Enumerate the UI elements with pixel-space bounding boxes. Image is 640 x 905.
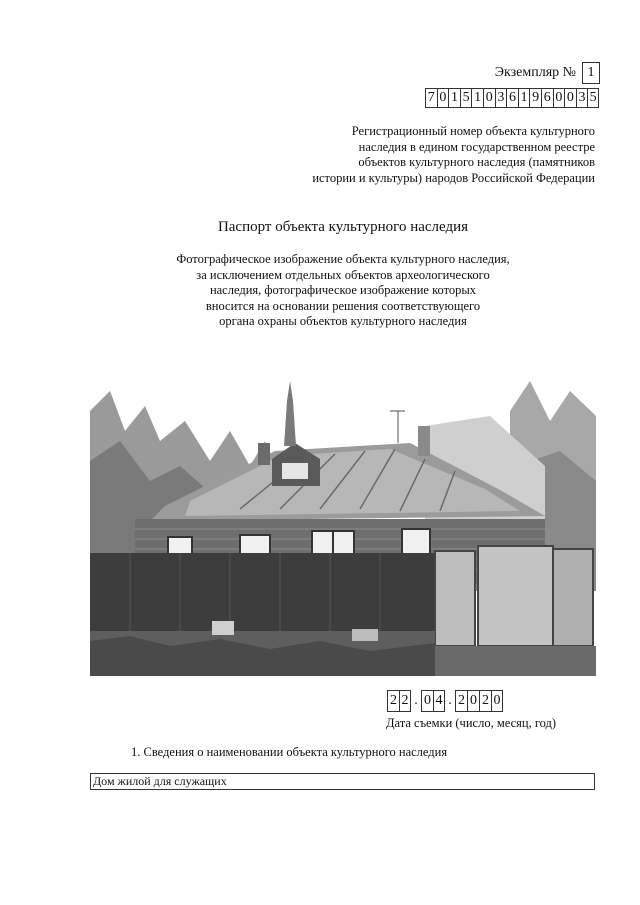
photo-date: [387, 690, 503, 712]
page-title: Паспорт объекта культурного наследия: [217, 219, 469, 235]
date-digit: 2: [387, 690, 399, 712]
reg-note-line: истории и культуры) народов Российской Федерации: [312, 170, 595, 185]
reg-note-line: объектов культурного наследия (памятников: [358, 155, 595, 169]
reg-digit: 1: [448, 88, 460, 108]
copy-number-row: [0, 62, 600, 84]
date-digit: 4: [433, 690, 445, 712]
reg-digit: 5: [587, 88, 599, 108]
date-separator: .: [448, 693, 452, 708]
reg-digit: 0: [564, 88, 576, 108]
date-month: [421, 690, 445, 712]
reg-digit: 6: [506, 88, 518, 108]
reg-note-line: наследия в едином государственном реестре: [358, 139, 595, 154]
reg-digit: 0: [437, 88, 449, 108]
subtitle-line: органа охраны объектов культурного наследия: [219, 314, 467, 328]
subtitle-line: вносится на основании решения соответствующего: [205, 298, 481, 313]
reg-digit: 7: [425, 88, 437, 108]
date-digit: 0: [467, 690, 479, 712]
copy-number-box: 1: [582, 62, 600, 84]
photo-description: [0, 252, 640, 330]
section-heading: 1. Сведения о наименовании объекта культурного наследия: [131, 745, 448, 759]
date-digit: 0: [491, 690, 503, 712]
subtitle-line: Фотографическое изображение объекта культурного наследия,: [176, 252, 510, 266]
copy-label: Экземпляр №: [494, 65, 576, 80]
reg-digit: 0: [483, 88, 495, 108]
house-photo: [90, 371, 596, 676]
registration-note: [265, 124, 595, 186]
date-digit: 0: [421, 690, 433, 712]
date-digit: 2: [399, 690, 411, 712]
reg-digit: 5: [460, 88, 472, 108]
reg-digit: 9: [529, 88, 541, 108]
reg-digit: 3: [495, 88, 507, 108]
date-separator: .: [414, 693, 418, 708]
subtitle-line: за исключением отдельных объектов археологического: [196, 267, 490, 282]
date-caption: Дата съемки (число, месяц, год): [386, 716, 557, 730]
reg-digit: 6: [541, 88, 553, 108]
date-digit: 2: [455, 690, 467, 712]
reg-digit: 3: [576, 88, 588, 108]
date-digit: 2: [479, 690, 491, 712]
date-day: [387, 690, 411, 712]
reg-digit: 1: [518, 88, 530, 108]
subtitle-line: наследия, фотографическое изображение которых: [209, 283, 477, 297]
reg-digit: 1: [471, 88, 483, 108]
date-year: [455, 690, 503, 712]
reg-digit: 0: [553, 88, 565, 108]
reg-note-line: Регистрационный номер объекта культурного: [351, 124, 595, 138]
registration-number: [425, 88, 599, 108]
object-name-field: Дом жилой для служащих: [90, 773, 595, 790]
